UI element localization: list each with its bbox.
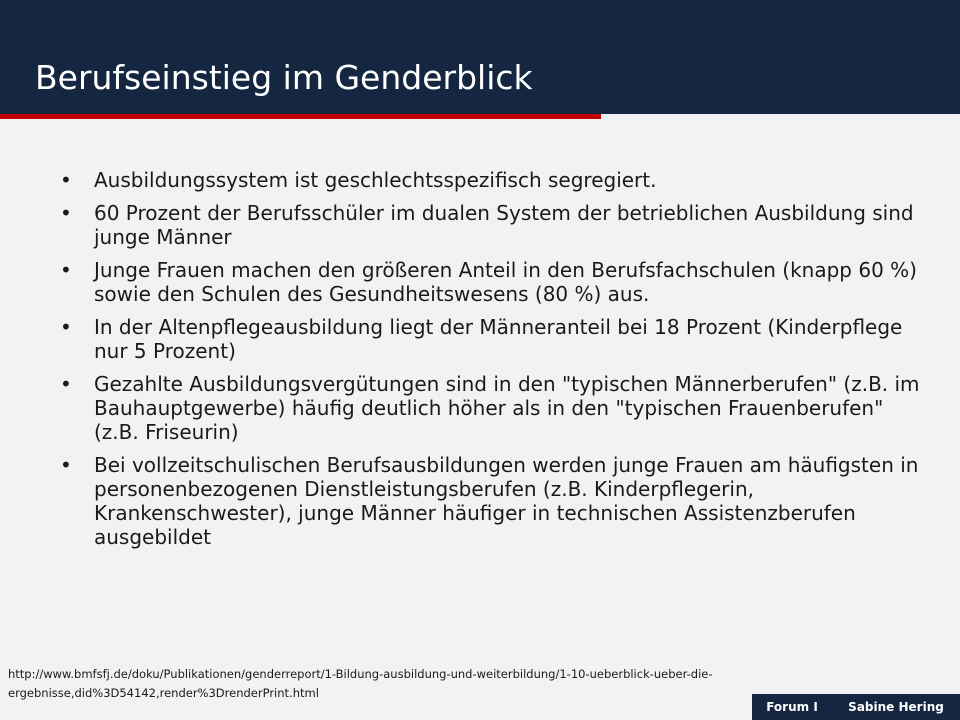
slide-title: Berufseinstieg im Genderblick bbox=[35, 58, 533, 97]
bullet-text: Bei vollzeitschulischen Berufsausbildungen werden junge Frauen am häufigsten in personenbezogenen Dienstleistungsberufen (z.B. Kinderpflegerin, Krankenschwester), junge Männer häufiger in technischen Assistenzberufen ausgebildet bbox=[94, 453, 919, 549]
bullet-item bbox=[60, 372, 920, 444]
accent-divider bbox=[0, 114, 601, 119]
bullet-text: In der Altenpflegeausbildung liegt der Männeranteil bei 18 Prozent (Kinderpflege nur 5 Prozent) bbox=[94, 315, 903, 363]
bullet-dot: • bbox=[60, 315, 72, 339]
bullet-text: Gezahlte Ausbildungsvergütungen sind in den "typischen Männerberufen" (z.B. im Bauhauptgewerbe) häufig deutlich höher als in den "typischen Frauenberufen" (z.B. Friseurin) bbox=[94, 372, 920, 444]
bullet-dot: • bbox=[60, 372, 72, 396]
footer-author-label: Sabine Hering bbox=[848, 700, 944, 714]
bullet-dot: • bbox=[60, 453, 72, 477]
bullet-item bbox=[60, 258, 920, 306]
bullet-item bbox=[60, 453, 920, 549]
bullet-dot: • bbox=[60, 201, 72, 225]
bullet-text: 60 Prozent der Berufsschüler im dualen System der betrieblichen Ausbildung sind junge Männer bbox=[94, 201, 914, 249]
bullet-list bbox=[60, 168, 920, 549]
bullet-dot: • bbox=[60, 258, 72, 282]
footer-bar bbox=[752, 694, 960, 720]
bullet-text: Junge Frauen machen den größeren Anteil in den Berufsfachschulen (knapp 60 %) sowie den Schulen des Gesundheitswesens (80 %) aus. bbox=[94, 258, 917, 306]
bullet-item bbox=[60, 201, 920, 249]
footer-forum-label: Forum I bbox=[766, 700, 818, 714]
source-link[interactable]: http://www.bmfsfj.de/doku/Publikationen/genderreport/1-Bildung-ausbildung-und-weiterbildung/1-10-ueberblick-ueber-die-ergebnisse,did%3D54142,render%3DrenderPrint.html bbox=[8, 667, 713, 700]
title-bar bbox=[0, 0, 960, 114]
slide-body bbox=[60, 168, 920, 558]
bullet-text: Ausbildungssystem ist geschlechtsspezifisch segregiert. bbox=[94, 168, 657, 192]
bullet-item bbox=[60, 168, 920, 192]
bullet-item bbox=[60, 315, 920, 363]
bullet-dot: • bbox=[60, 168, 72, 192]
